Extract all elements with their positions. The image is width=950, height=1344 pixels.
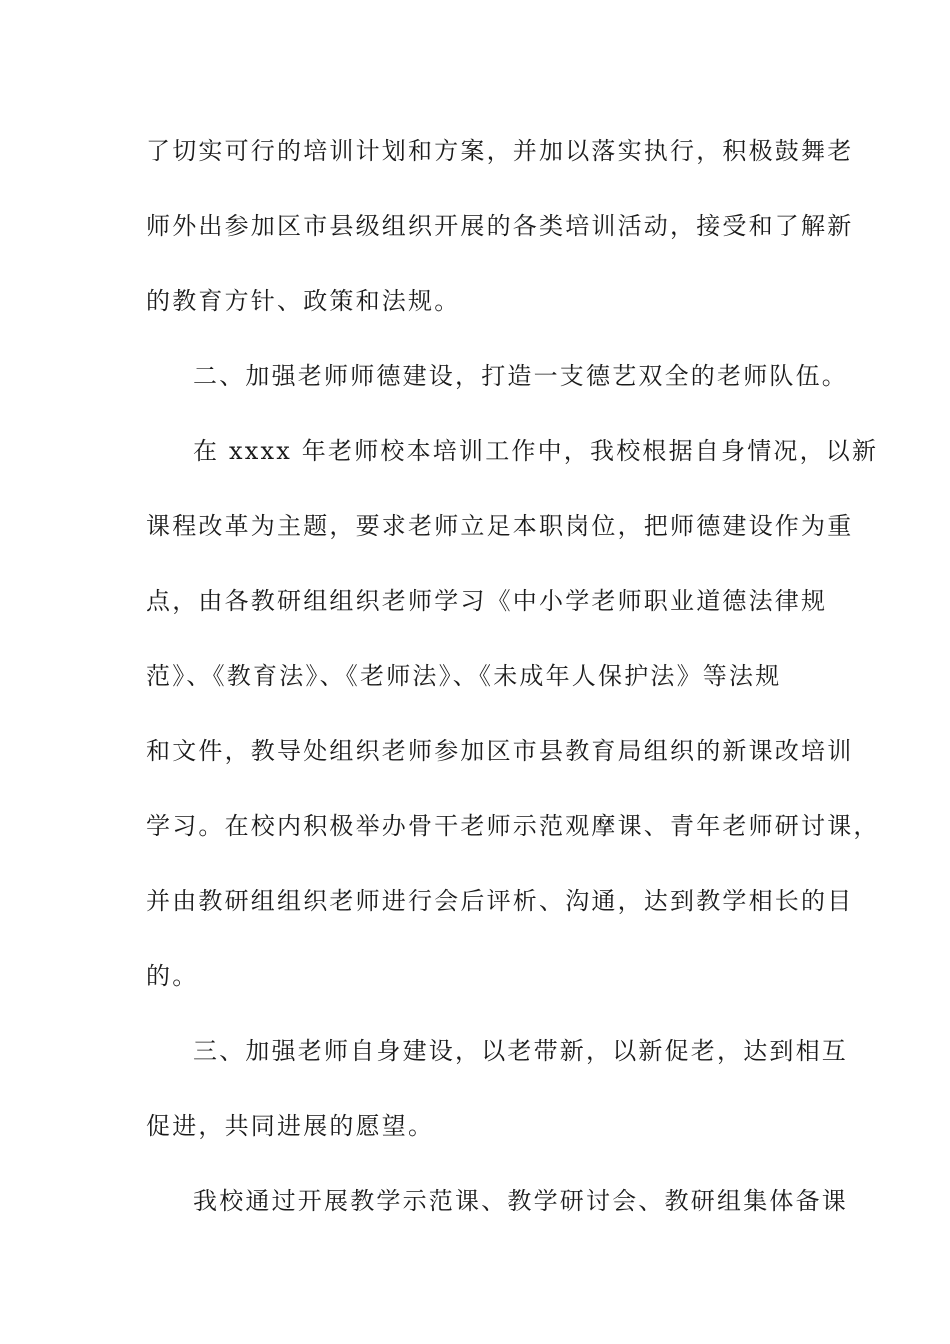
text-line: 促进，共同进展的愿望。 <box>146 1112 435 1140</box>
text-line: 范》、《教育法》、《老师法》、《未成年人保护法》等法规 <box>146 662 782 690</box>
text-line: 了切实可行的培训计划和方案，并加以落实执行，积极鼓舞老 <box>146 137 854 165</box>
text-line: 师外出参加区市县级组织开展的各类培训活动，接受和了解新 <box>146 212 854 240</box>
section-heading: 三、加强老师自身建设，以老带新，以新促老，达到相互 <box>193 1037 848 1065</box>
text-line: 点，由各教研组组织老师学习《中小学老师职业道德法律规 <box>146 587 828 615</box>
text-line: 在 xxxx 年老师校本培训工作中，我校根据自身情况，以新 <box>193 437 879 465</box>
text-line: 的教育方针、政策和法规。 <box>146 287 461 315</box>
text-line: 和文件，教导处组织老师参加区市县教育局组织的新课改培训 <box>146 737 854 765</box>
section-heading: 二、加强老师师德建设，打造一支德艺双全的老师队伍。 <box>193 362 848 390</box>
text-line: 并由教研组组织老师进行会后评析、沟通，达到教学相长的目 <box>146 887 854 915</box>
text-line: 学习。在校内积极举办骨干老师示范观摩课、青年老师研讨课， <box>146 812 880 840</box>
text-line: 我校通过开展教学示范课、教学研讨会、教研组集体备课 <box>193 1187 848 1215</box>
text-line: 课程改革为主题，要求老师立足本职岗位，把师德建设作为重 <box>146 512 854 540</box>
text-line: 的。 <box>146 962 199 990</box>
